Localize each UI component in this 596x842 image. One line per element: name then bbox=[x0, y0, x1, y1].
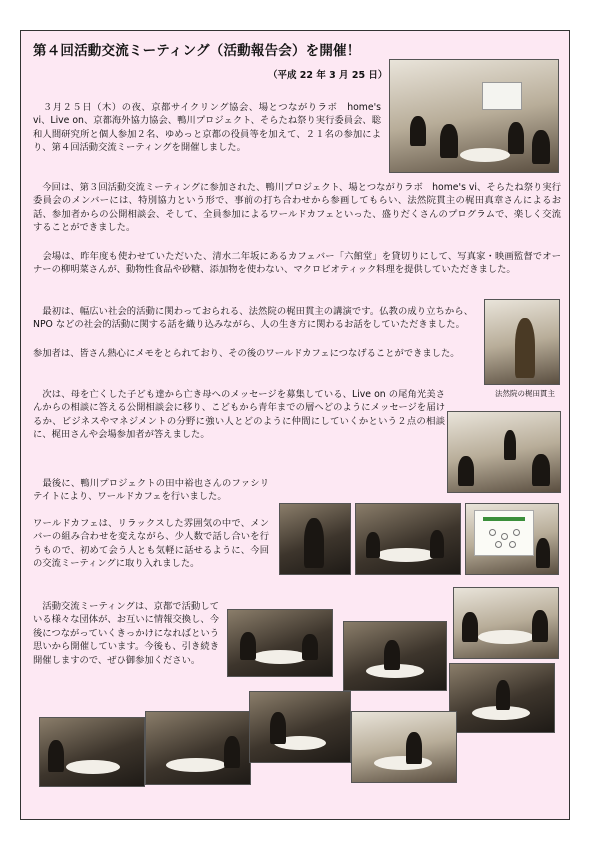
newsletter-page bbox=[20, 30, 570, 820]
event-date: （平成 22 年 3 月 25 日） bbox=[268, 70, 388, 81]
photo-cafe-table-4 bbox=[449, 663, 555, 733]
photo-speaker-kajita bbox=[484, 299, 560, 385]
photo-cafe-table-7 bbox=[249, 691, 351, 763]
paragraph-world-cafe-desc: ワールドカフェは、リラックスした雰囲気の中で、メンバーの組み合わせを変えながら、少人数で話し合いを行うもので、初めて会う人とも気軽に話せるように、今回の交流ミーティングに取り入れました。 bbox=[33, 518, 269, 570]
photo-cafe-table-2 bbox=[343, 621, 447, 691]
photo-cafe-table-5 bbox=[39, 717, 145, 787]
photo-meeting-room bbox=[389, 59, 559, 173]
photo-slide-screen bbox=[465, 503, 559, 575]
photo-cafe-table-1 bbox=[227, 609, 333, 677]
photo-cafe-room bbox=[355, 503, 461, 575]
photo-cafe-table-8 bbox=[351, 711, 457, 783]
paragraph-intro: ３月２５日（木）の夜、京都サイクリング協会、場とつながりラボ home's vi、Live on、京都海外協力協会、鴨川プロジェクト、そらたね祭り実行委員会、聡和人間研究所と個人参加２名、ゆめっと京都の役員等を加えて、２１名の参加により、第４回活動交流ミーティングを開催しました。 bbox=[33, 102, 381, 154]
paragraph-consultation: 次は、母を亡くした子ども達から亡き母へのメッセージを募集している、Live on の尾角光美さんからの相談に答える公開相談会に移り、こどもから青年までの層へどのようにメッセージを届けるか、ビジネスやマネジメントの分野に強い人とどのように仲間にしていくかという２点の相談に、梶田さんや会場参加者が答えました。 bbox=[33, 389, 445, 441]
paragraph-lecture-notes: 参加者は、皆さん熱心にメモをとられており、その後のワールドカフェにつなげることができました。 bbox=[33, 348, 460, 359]
page-title: 第４回活動交流ミーティング（活動報告会）を開催！ bbox=[33, 43, 361, 59]
photo-facilitator bbox=[279, 503, 351, 575]
photo-consultation bbox=[447, 411, 561, 493]
photo-cafe-table-6 bbox=[145, 711, 251, 785]
photo-cafe-table-3 bbox=[453, 587, 559, 659]
paragraph-closing: 活動交流ミーティングは、京都で活動している様々な団体が、お互いに情報交換し、今後につながっていくきっかけになればという思いから開催しています。今後も、引き続き開催しますので、ぜひ御参加ください。 bbox=[33, 601, 219, 666]
photo-caption-speaker: 法然院の梶田貫主 bbox=[495, 389, 555, 398]
paragraph-venue: 会場は、昨年度も使わせていただいた、清水二年坂にあるカフェバー「六館堂」を貸切りにして、写真家・映画監督でオーナーの柳明菜さんが、動物性食品や砂糖、添加物を使わない、マクロビオティック料理を提供していただきました。 bbox=[33, 251, 561, 276]
paragraph-world-cafe: 最後に、鴨川プロジェクトの田中裕也さんのファシリテイトにより、ワールドカフェを行いました。 bbox=[33, 478, 269, 503]
paragraph-lecture: 最初は、幅広い社会的活動に関わっておられる、法然院の梶田貫主の講演です。仏教の成り立ちから、NPO などの社会的活動に関する話を織り込みながら、人の生き方に関わるお話をしていただきました。 bbox=[33, 306, 473, 331]
paragraph-program: 今回は、第３回活動交流ミーティングに参加された、鴨川プロジェクト、場とつながりラボ home's vi、そらたね祭り実行委員会のメンバーには、特別協力という形で、事前の打ち合わせから参画してもらい、法然院貫主の梶田真章さんによるお話、参加者からの公開相談会、そして、全員参加によるワールドカフェといった、盛りだくさんのプログラムで、楽しく交流することができました。 bbox=[33, 182, 561, 234]
